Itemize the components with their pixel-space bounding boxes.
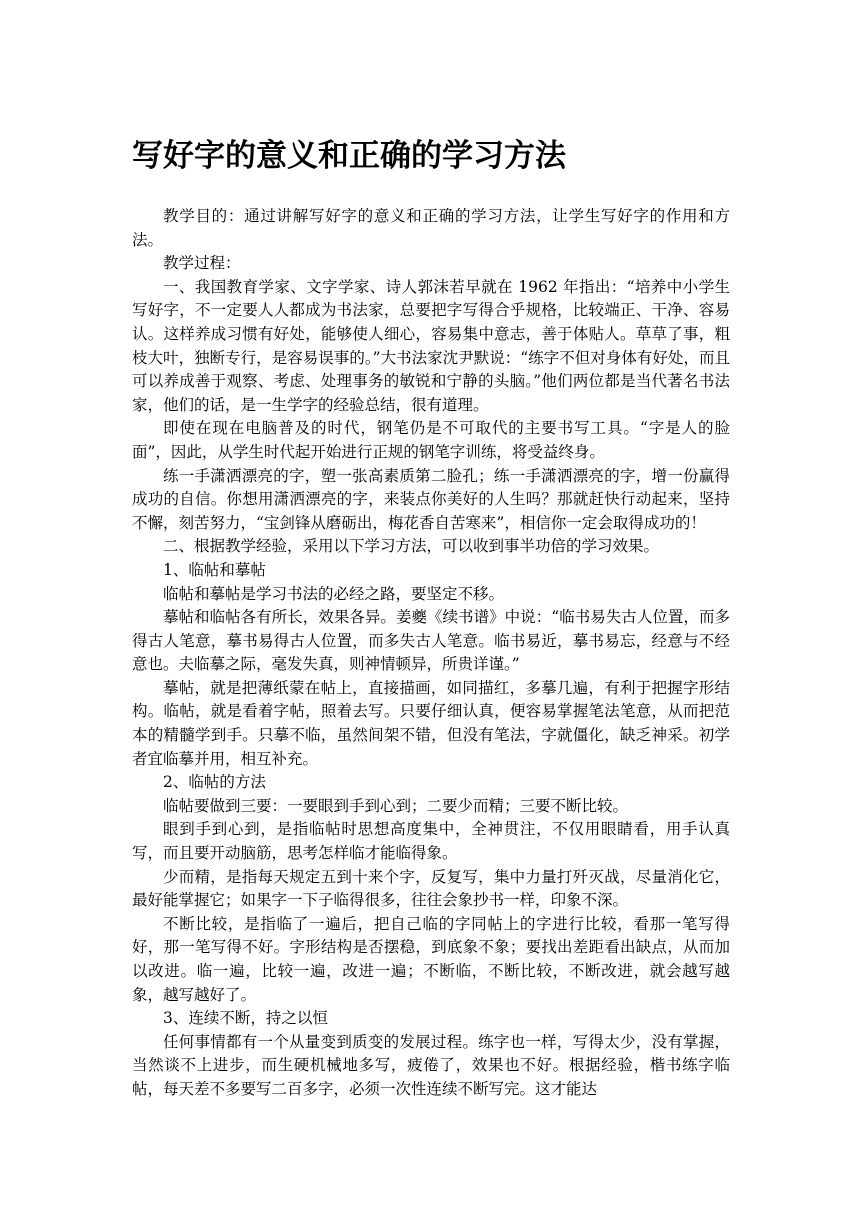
heading-persistence: 3、连续不断，持之以恒 — [163, 1009, 328, 1028]
paragraph-tracing-explained: 摹帖，就是把薄纸蒙在帖上，直接描画，如同描红，多摹几遍，有利于把握字形结构。临帖，就是看着字帖，照着去写。只要仔细认真，便容易掌握笔法笔意，从而把范本的精髓学到手。只摹不临，虽然间架不错，但没有笔法，字就僵化，缺乏神采。初学者宜临摹并用，相互补充。 — [132, 678, 730, 768]
document-body — [132, 205, 730, 1102]
paragraph-eye-hand-heart: 眼到手到心到，是指临帖时思想高度集中，全神贯注，不仅用眼睛看，用手认真写，而且要开动脑筋，思考怎样临才能临得象。 — [132, 820, 730, 863]
heading-copying-and-tracing: 1、临帖和摹帖 — [163, 560, 266, 579]
paragraph-section-one: 一、我国教育学家、文字学家、诗人郭沫若早就在 1962 年指出：“培养中小学生写好字，不一定要人人都成为书法家，总要把字写得合乎规格，比较端正、干净、容易认。这样养成习惯有好处，能够使人细心，容易集中意志，善于体贴人。草草了事，粗枝大叶，独断专行，是容易误事的。”大书法家沈尹默说：“练字不但对身体有好处，而且可以养成善于观察、考虑、处理事务的敏锐和宁静的头脑。”他们两位都是当代著名书法家，他们的话，是一生学字的经验总结，很有道理。 — [132, 277, 730, 414]
paragraph-teaching-process-label: 教学过程： — [163, 254, 241, 273]
paragraph-jiang-kui-quote: 摹帖和临帖各有所长，效果各异。姜夔《续书谱》中说：“临书易失古人位置，而多得古人笔意，摹书易得古人位置，而多失古人笔意。临书易近，摹书易忘，经意与不经意也。夫临摹之际，毫发失真，则神情顿异，所贵详谨。” — [132, 608, 730, 674]
heading-copying-method: 2、临帖的方法 — [163, 773, 266, 792]
paragraph-section-two: 二、根据教学经验，采用以下学习方法，可以收到事半功倍的学习效果。 — [163, 537, 660, 556]
paragraph-three-musts: 临帖要做到三要：一要眼到手到心到；二要少而精；三要不断比较。 — [163, 796, 629, 815]
document-title: 写好字的意义和正确的学习方法 — [132, 138, 566, 174]
paragraph-keep-comparing: 不断比较，是指临了一遍后，把自己临的字同帖上的字进行比较，看那一笔写得好，那一笔写得不好。字形结构是否摆稳，到底象不象；要找出差距看出缺点，从而加以改进。临一遍，比较一遍，改进一遍；不断临，不断比较，不断改进，就会越写越象，越写越好了。 — [132, 914, 730, 1004]
paragraph-pen-tool: 即使在现在电脑普及的时代，钢笔仍是不可取代的主要书写工具。“字是人的脸面”，因此，从学生时代起开始进行正规的钢笔字训练，将受益终身。 — [132, 419, 730, 461]
paragraph-few-but-fine: 少而精，是指每天规定五到十来个字，反复写，集中力量打歼灭战，尽量消化它，最好能掌握它；如果字一下子临得很多，往往会象抄书一样，印象不深。 — [132, 867, 730, 910]
paragraph-encouragement: 练一手潇洒漂亮的字，塑一张高素质第二脸孔；练一手潇洒漂亮的字，增一份赢得成功的自信。你想用潇洒漂亮的字，来装点你美好的人生吗？那就赶快行动起来，坚持不懈，刻苦努力，“宝剑锋从磨砺出，梅花香自苦寒来”，相信你一定会取得成功的！ — [132, 466, 730, 532]
paragraph-quantity-to-quality: 任何事情都有一个从量变到质变的发展过程。练字也一样，写得太少，没有掌握，当然谈不上进步，而生硬机械地多写，疲倦了，效果也不好。根据经验，楷书练字临帖，每天差不多要写二百多字，必须一次性连续不断写完。这才能达 — [132, 1032, 730, 1098]
paragraph-teaching-goal: 教学目的：通过讲解写好字的意义和正确的学习方法，让学生写好字的作用和方法。 — [132, 207, 730, 249]
paragraph-must-path: 临帖和摹帖是学习书法的必经之路，要坚定不移。 — [163, 584, 505, 603]
